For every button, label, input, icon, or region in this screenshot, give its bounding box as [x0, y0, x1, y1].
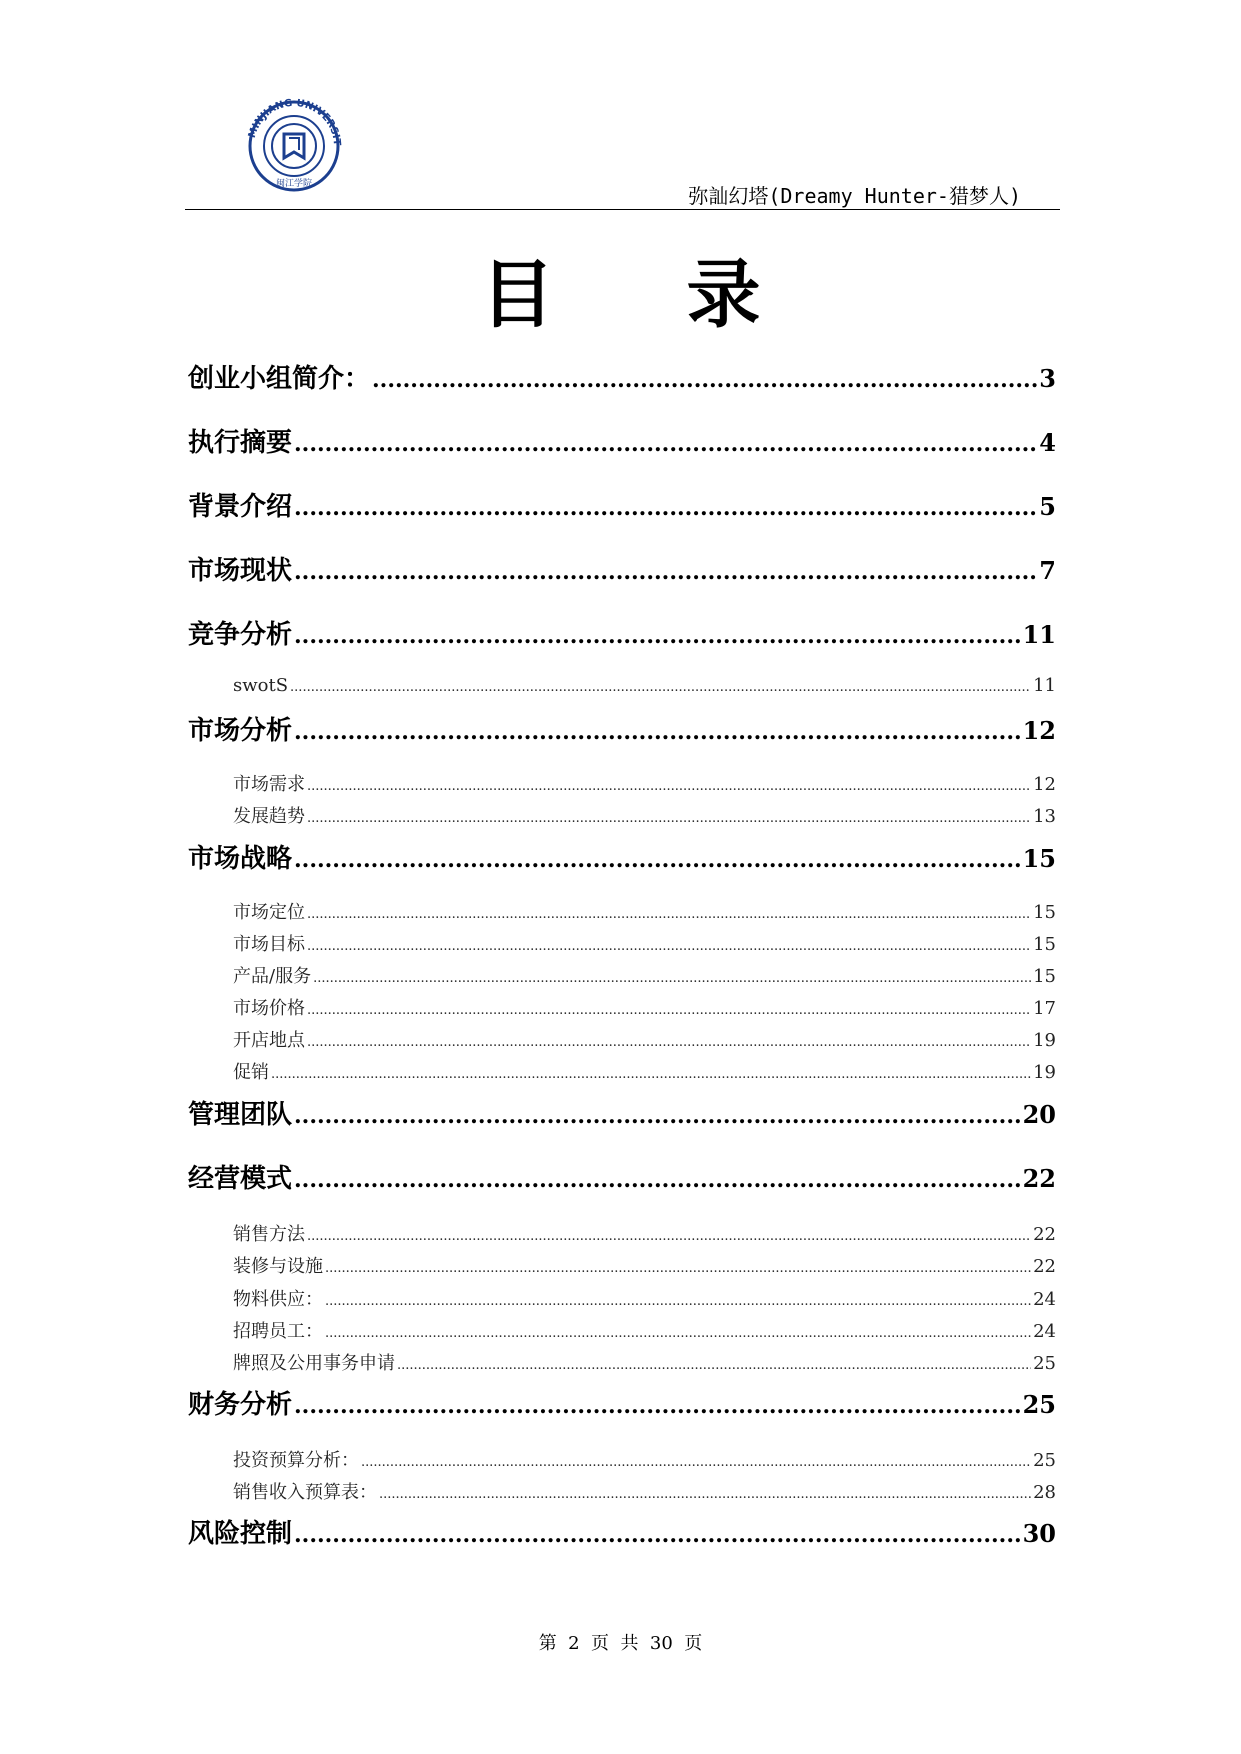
toc-dot-leader [307, 1035, 1031, 1050]
toc-entry-label: 财务分析 [188, 1390, 293, 1420]
toc-entry-label: 市场现状 [188, 556, 293, 586]
toc-dot-leader [307, 1003, 1031, 1018]
toc-entry-label: 背景介绍 [188, 492, 293, 522]
toc-entry-label: 物料供应： [233, 1289, 323, 1310]
toc-page-number: 19 [1033, 1062, 1056, 1083]
toc-entry-label: 销售收入预算表： [233, 1482, 377, 1503]
toc-page-number: 4 [1039, 428, 1056, 457]
toc-entry[interactable] [188, 422, 1056, 459]
toc-entry-label: 开店地点 [233, 1030, 305, 1051]
toc-page-number: 17 [1033, 998, 1056, 1019]
toc-subentry[interactable] [233, 1026, 1056, 1052]
toc-page-number: 30 [1022, 1519, 1056, 1548]
toc-dot-leader [294, 495, 1037, 521]
toc-page-number: 15 [1033, 966, 1056, 987]
toc-dot-leader [307, 811, 1031, 826]
toc-subentry[interactable] [233, 1058, 1056, 1084]
toc-dot-leader [294, 719, 1021, 745]
header-divider [185, 209, 1060, 210]
toc-entry[interactable] [188, 838, 1056, 875]
toc-page-number: 15 [1033, 902, 1056, 923]
university-seal-icon [236, 96, 352, 192]
toc-entry-label: 市场价格 [233, 998, 305, 1019]
toc-page-number: 22 [1033, 1256, 1056, 1277]
toc-dot-leader [294, 1393, 1021, 1419]
toc-dot-leader [307, 939, 1031, 954]
toc-entry[interactable] [188, 1513, 1056, 1550]
toc-subentry[interactable] [233, 930, 1056, 956]
toc-entry[interactable] [188, 1384, 1056, 1421]
toc-entry[interactable] [188, 486, 1056, 523]
page-title-char-1: 目 [480, 252, 555, 338]
toc-entry-label: 市场定位 [233, 902, 305, 923]
toc-dot-leader [294, 431, 1037, 457]
toc-entry-label: 执行摘要 [188, 428, 293, 458]
toc-subentry[interactable] [233, 1349, 1056, 1375]
toc-dot-leader [294, 559, 1037, 585]
page-footer: 第 2 页 共 30 页 [538, 1633, 703, 1654]
toc-subentry[interactable] [233, 1478, 1056, 1504]
toc-dot-leader [290, 680, 1031, 695]
toc-entry-label: 产品/服务 [233, 966, 312, 987]
toc-dot-leader [397, 1358, 1031, 1373]
toc-subentry[interactable] [233, 1220, 1056, 1246]
toc-entry-label: 发展趋势 [233, 806, 305, 827]
toc-subentry[interactable] [233, 675, 1056, 696]
toc-entry-label: 创业小组简介： [188, 364, 371, 394]
toc-subentry[interactable] [233, 1252, 1056, 1278]
toc-subentry[interactable] [233, 1317, 1056, 1343]
toc-subentry[interactable] [233, 898, 1056, 924]
toc-entry[interactable] [188, 358, 1056, 395]
toc-entry-label: 投资预算分析： [233, 1450, 359, 1471]
toc-entry-label: 销售方法 [233, 1224, 305, 1245]
toc-page-number: 11 [1022, 620, 1056, 649]
toc-entry-label: 市场目标 [233, 934, 305, 955]
toc-dot-leader [294, 1103, 1021, 1129]
toc-dot-leader [294, 847, 1021, 873]
toc-dot-leader [325, 1261, 1031, 1276]
toc-page-number: 11 [1033, 675, 1056, 696]
toc-page-number: 15 [1033, 934, 1056, 955]
toc-dot-leader [307, 907, 1031, 922]
toc-entry-label: 市场分析 [188, 716, 293, 746]
toc-entry-label: 管理团队 [188, 1100, 293, 1130]
toc-entry[interactable] [188, 1094, 1056, 1131]
toc-page-number: 20 [1022, 1100, 1056, 1129]
toc-entry-label: 经营模式 [188, 1164, 293, 1194]
toc-page-number: 12 [1033, 774, 1056, 795]
toc-entry-label: 市场战略 [188, 844, 293, 874]
toc-entry[interactable] [188, 550, 1056, 587]
toc-page-number: 19 [1033, 1030, 1056, 1051]
toc-subentry[interactable] [233, 1446, 1056, 1472]
toc-page-number: 24 [1033, 1289, 1056, 1310]
toc-page-number: 25 [1033, 1450, 1056, 1471]
toc-subentry[interactable] [233, 802, 1056, 828]
toc-entry[interactable] [188, 710, 1056, 747]
toc-page-number: 15 [1022, 844, 1056, 873]
toc-entry-label: 招聘员工： [233, 1321, 323, 1342]
toc-entry[interactable] [188, 614, 1056, 651]
toc-subentry[interactable] [233, 770, 1056, 796]
toc-subentry[interactable] [233, 962, 1056, 988]
toc-subentry[interactable] [233, 994, 1056, 1020]
toc-page-number: 5 [1039, 492, 1056, 521]
toc-entry-label: 风险控制 [188, 1519, 293, 1549]
toc-dot-leader [313, 971, 1031, 986]
seal-ring-text: MINJIANG UNIVERSIT [246, 97, 343, 147]
toc-entry-label: 竞争分析 [188, 620, 293, 650]
page-title-char-2: 录 [686, 252, 761, 338]
toc-entry-label: 装修与设施 [233, 1256, 323, 1277]
toc-page-number: 22 [1022, 1164, 1056, 1193]
toc-dot-leader [372, 367, 1037, 393]
toc-entry-label: 牌照及公用事务申请 [233, 1353, 395, 1374]
document-header-title: 弥訕幻塔(Dreamy Hunter-猎梦人) [688, 184, 1021, 208]
toc-dot-leader [379, 1487, 1031, 1502]
seal-chinese-text: 闽江学院 [275, 179, 313, 189]
toc-page-number: 12 [1022, 716, 1056, 745]
toc-page-number: 24 [1033, 1321, 1056, 1342]
toc-dot-leader [294, 623, 1021, 649]
toc-dot-leader [294, 1522, 1021, 1548]
toc-subentry[interactable] [233, 1285, 1056, 1311]
toc-page-number: 22 [1033, 1224, 1056, 1245]
toc-dot-leader [361, 1455, 1031, 1470]
toc-page-number: 25 [1022, 1390, 1056, 1419]
toc-dot-leader [294, 1167, 1021, 1193]
toc-page-number: 25 [1033, 1353, 1056, 1374]
page-title [0, 252, 1241, 338]
toc-page-number: 7 [1039, 556, 1056, 585]
toc-dot-leader [325, 1326, 1031, 1341]
toc-entry-label: 市场需求 [233, 774, 305, 795]
toc-dot-leader [271, 1067, 1031, 1082]
toc-page-number: 28 [1033, 1482, 1056, 1503]
toc-dot-leader [307, 779, 1031, 794]
toc-entry-label: swotS [233, 675, 289, 696]
toc-entry-label: 促销 [233, 1062, 269, 1083]
toc-page-number: 3 [1039, 364, 1056, 393]
toc-dot-leader [307, 1229, 1031, 1244]
toc-page-number: 13 [1033, 806, 1056, 827]
toc-dot-leader [325, 1294, 1031, 1309]
toc-entry[interactable] [188, 1158, 1056, 1195]
